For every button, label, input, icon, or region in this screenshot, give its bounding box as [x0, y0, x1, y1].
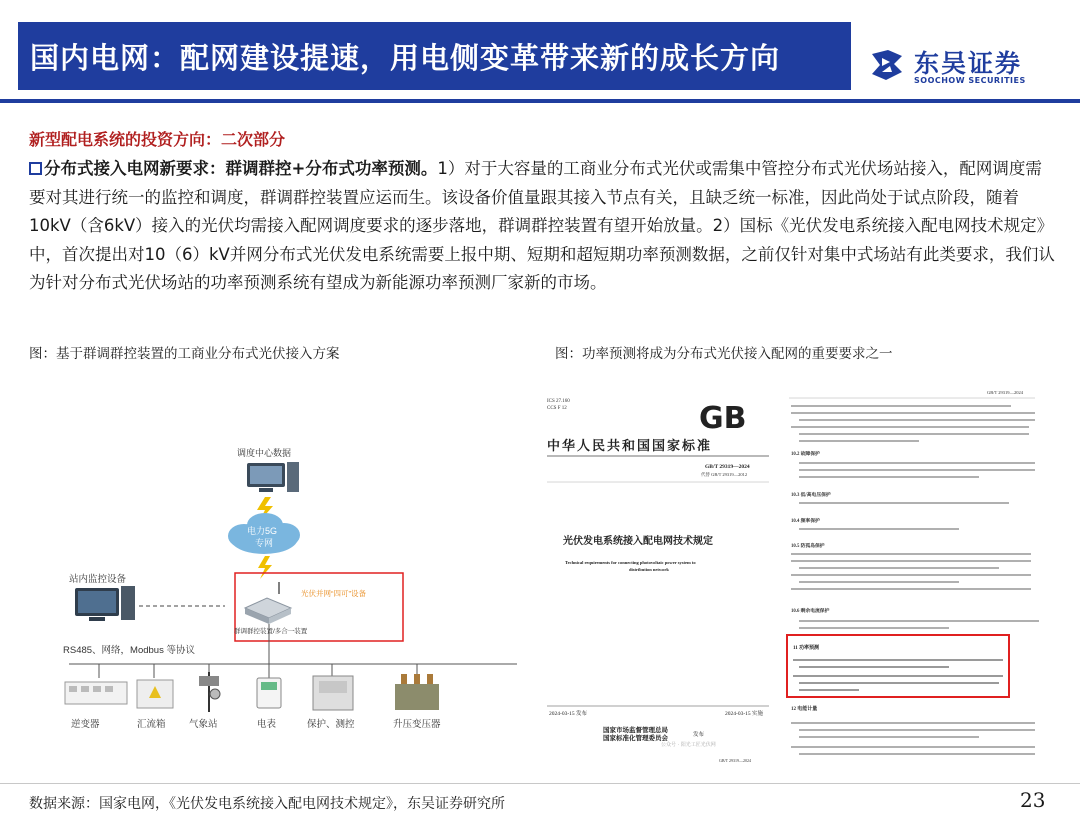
- weather-station-icon: [199, 672, 220, 712]
- release-date: 2024-03-15 发布: [549, 711, 588, 717]
- watermark: 公众号 · 阳光工匠光伏网: [661, 742, 716, 748]
- soochow-logo-icon: [868, 48, 906, 82]
- inverter-icon: [65, 682, 127, 704]
- gb-standard-document: [547, 372, 1070, 770]
- standard-number: GB/T 29319—2024: [705, 464, 750, 470]
- combiner-box-icon: [137, 680, 173, 708]
- device-label-weather: 气象站: [189, 719, 218, 730]
- router-device-icon: [245, 582, 291, 624]
- section-12: 12 电能计量: [791, 707, 818, 712]
- national-standard-title: 中华人民共和国国家标准: [547, 438, 713, 453]
- dispatch-computer-icon: [247, 462, 299, 492]
- protocol-label: RS485、网络，Modbus 等协议: [63, 645, 195, 656]
- page-number: 23: [1020, 788, 1046, 812]
- section-subtitle: 新型配电系统的投资方向：二次部分: [29, 130, 286, 149]
- title-bar: [18, 22, 851, 90]
- page-title: 国内电网：配网建设提速，用电侧变革带来新的成长方向: [30, 41, 781, 75]
- figure-right-caption: 图：功率预测将成为分布式光伏接入配网的重要要求之一: [555, 346, 893, 362]
- section-10-6: 10.6 剩余电流保护: [791, 609, 830, 614]
- publisher-line-2: 国家标准化管理委员会: [603, 735, 668, 742]
- transformer-icon: [395, 674, 439, 710]
- data-source: 数据来源：国家电网，《光伏发电系统接入配电网技术规定》，东吴证券研究所: [29, 796, 505, 812]
- dispatch-center-label: 调度中心数据: [237, 448, 292, 458]
- signal-bolt-icon: [258, 556, 272, 579]
- device-label-transformer: 升压变压器: [393, 719, 441, 730]
- group-control-label: 群调群控装置/多合一装置: [234, 628, 308, 635]
- device-label-inverter: 逆变器: [71, 719, 100, 730]
- gb-logo-icon: GB: [699, 401, 747, 436]
- station-monitor-label: 站内监控设备: [69, 574, 127, 585]
- protection-cabinet-icon: [313, 676, 353, 710]
- logo-text-cn: 东吴证券: [914, 49, 1023, 78]
- implement-date: 2024-03-15 实施: [725, 711, 764, 717]
- section-10-3: 10.3 低/高电压保护: [791, 493, 831, 498]
- section-10-5: 10.5 防孤岛保护: [791, 544, 825, 549]
- section-10-2: 10.2 故障保护: [791, 452, 820, 457]
- publisher-line-1: 国家市场监督管理总局: [603, 727, 668, 734]
- cloud-label-line2: 专网: [255, 538, 274, 548]
- device-label-protection: 保护、测控: [307, 719, 355, 730]
- document-title: 光伏发电系统接入配电网技术规定: [563, 536, 713, 547]
- body-text: 1）对于大容量的工商业分布式光伏或需集中管控分布式光伏场站接入，配网调度需要对其进行统一的监控和调度，群调群控装置应运而生。该设备价值量跟其接入节点有关，且缺乏统一标准，因此尚处于试点阶段，随着10kV（含6kV）接入的光伏均需接入配网调度要求的逐步落地，群调群控装置有望开始放量。2）国标《光伏发电系统接入配电网技术规定》中，首次提出对10（6）kV并网分布式光伏发电系统需要上报中期、短期和超短期功率预测数据，之前仅针对集中式场站有此类要求，我们认为针对分布式光伏场站的功率预测系统有望成为新能源功率预测厂家新的市场。: [29, 159, 1055, 293]
- header: [0, 0, 1080, 104]
- ccs-code: CCS F 12: [547, 406, 567, 411]
- station-computer-icon: [75, 586, 135, 621]
- bullet-square-icon: [29, 162, 42, 175]
- section-11: 11 功率预测: [793, 646, 819, 651]
- section-10-4: 10.4 频率保护: [791, 519, 820, 524]
- footer-rule: [0, 783, 1080, 784]
- cloud-label-line1: 电力5G: [247, 526, 278, 536]
- pv-access-diagram: [29, 372, 547, 770]
- device-label-meter: 电表: [257, 719, 277, 730]
- cover-footer-number: GB/T 29319—2024: [719, 758, 752, 763]
- body-paragraph: [29, 155, 1057, 298]
- device-label-combiner: 汇流箱: [137, 719, 166, 730]
- page-header-number: GB/T 29319—2024: [987, 390, 1024, 395]
- document-title-en-2: distribution network: [629, 567, 669, 572]
- figure-left-caption: 图：基于群调群控装置的工商业分布式光伏接入方案: [29, 346, 340, 362]
- company-logo: [868, 44, 1068, 88]
- ics-code: ICS 27.160: [547, 399, 570, 404]
- meter-icon: [257, 678, 281, 708]
- replaces-number: 代替 GB/T 29319—2012: [701, 472, 748, 477]
- publisher-suffix: 发布: [693, 732, 705, 738]
- document-title-en-1: Technical requirements for connecting photovoltaic power system to: [565, 560, 696, 565]
- logo-text-en: SOOCHOW SECURITIES: [914, 76, 1026, 85]
- pv-grid-device-label: 光伏并网“四可”设备: [301, 589, 366, 598]
- header-rule: [0, 99, 1080, 103]
- lead-text: 分布式接入电网新要求：群调群控+分布式功率预测。: [44, 159, 438, 178]
